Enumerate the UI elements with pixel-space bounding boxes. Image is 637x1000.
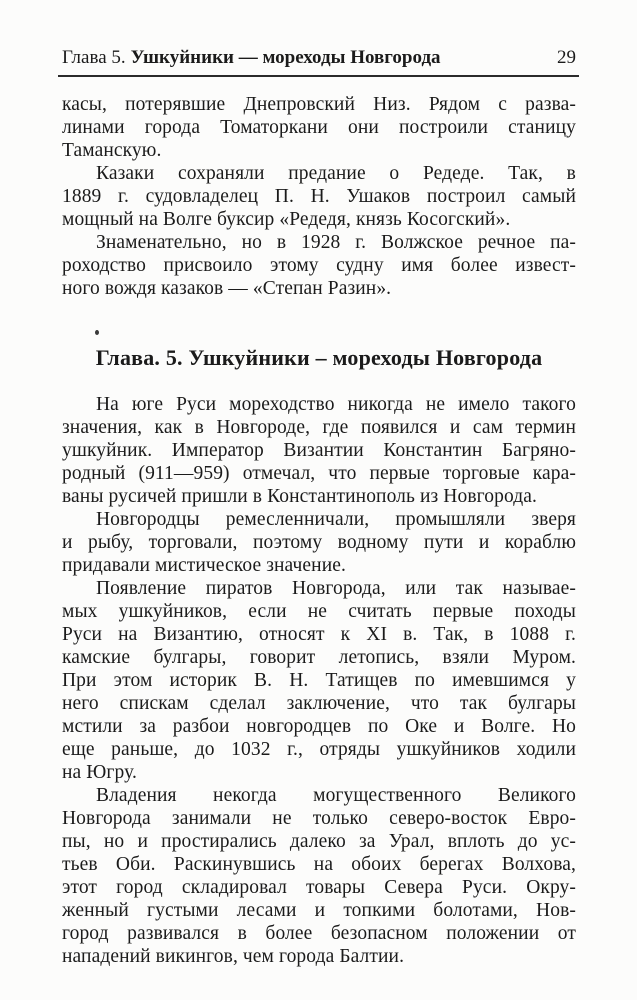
chapter-label: Глава 5.: [62, 47, 126, 68]
running-header: [62, 47, 576, 69]
text-line: город развивался в более безопасном положении от: [62, 923, 576, 944]
paragraph: [62, 93, 576, 162]
text-line: этот город складировал товары Севера Руси. Окру-: [62, 877, 576, 898]
text-line: мых ушкуйников, если не считать первые походы: [62, 601, 576, 622]
text-line: еще раньше, до 1032 г., отряды ушкуйников ходили: [62, 739, 576, 760]
paragraph: [62, 577, 576, 784]
chapter-title: Ушкуйники — мореходы Новгорода: [130, 47, 441, 68]
text-line: ного вождя казаков — «Степан Разин».: [62, 278, 392, 299]
paragraph: [62, 231, 576, 300]
text-line: Казаки сохраняли предание о Редеде. Так, в: [96, 163, 576, 184]
paragraph: [62, 784, 576, 968]
text-line: тьев Оби. Раскинувшись на обоих берегах Волхова,: [62, 854, 576, 875]
text-line: него спискам сделал заключение, что так булгары: [62, 693, 576, 714]
scan-artifact-dot: [95, 330, 99, 335]
text-line: Новгородцы ремесленничали, промышляли зверя: [96, 509, 576, 530]
text-line: мощный на Волге буксир «Редедя, князь Косогский».: [62, 209, 511, 230]
text-line: Появление пиратов Новгорода, или так называе-: [96, 578, 576, 599]
text-line: Руси на Византию, относят к XI в. Так, в 1088 г.: [62, 624, 576, 645]
text-line: линами города Томаторкани они построили станицу: [62, 117, 576, 138]
paragraph: [62, 162, 576, 231]
text-line: Таманскую.: [62, 140, 162, 161]
text-line: При этом историк В. Н. Татищев по имевшимся у: [62, 670, 576, 691]
text-line: мстили за разбои новгородцев по Оке и Волге. Но: [62, 716, 576, 737]
text-line: Знаменательно, но в 1928 г. Волжское речное па-: [96, 232, 576, 253]
text-line: 1889 г. судовладелец П. Н. Ушаков построил самый: [62, 186, 576, 207]
paragraph: [62, 393, 576, 508]
page-number: 29: [557, 47, 576, 68]
text-line: ушкуйник. Император Византии Константин Багряно-: [62, 440, 576, 461]
page-body: [62, 93, 576, 968]
text-line: ваны русичей пришли в Константинополь из Новгорода.: [62, 486, 537, 507]
text-line: камские булгары, говорит летопись, взяли Муром.: [62, 647, 576, 668]
text-block-bottom: [62, 393, 576, 968]
text-line: роходство присвоило этому судну имя более извест-: [62, 255, 576, 276]
running-header-title: [62, 47, 441, 69]
text-block-top: [62, 93, 576, 300]
text-line: придавали мистическое значение.: [62, 555, 346, 576]
text-line: значения, как в Новгороде, где появился и сам термин: [62, 417, 576, 438]
text-line: Новгорода занимали не только северо-восток Евро-: [62, 808, 576, 829]
text-line: пы, но и простирались далеко за Урал, вплоть до ус-: [62, 831, 576, 852]
text-line: Владения некогда могущественного Великого: [96, 785, 576, 806]
text-line: на Югру.: [62, 762, 137, 783]
text-line: родный (911—959) отмечал, что первые торговые кара-: [62, 463, 576, 484]
paragraph: [62, 508, 576, 577]
text-line: На юге Руси мореходство никогда не имело такого: [96, 394, 576, 415]
chapter-heading: Глава. 5. Ушкуйники – мореходы Новгорода: [95, 345, 543, 370]
text-line: касы, потерявшие Днепровский Низ. Рядом с разва-: [62, 94, 576, 115]
text-line: нападений викингов, чем города Балтии.: [62, 946, 405, 967]
header-rule: [58, 75, 579, 77]
text-line: женный густыми лесами и топкими болотами, Нов-: [62, 900, 576, 921]
text-line: и рыбу, торговали, поэтому водному пути и кораблю: [62, 532, 576, 553]
